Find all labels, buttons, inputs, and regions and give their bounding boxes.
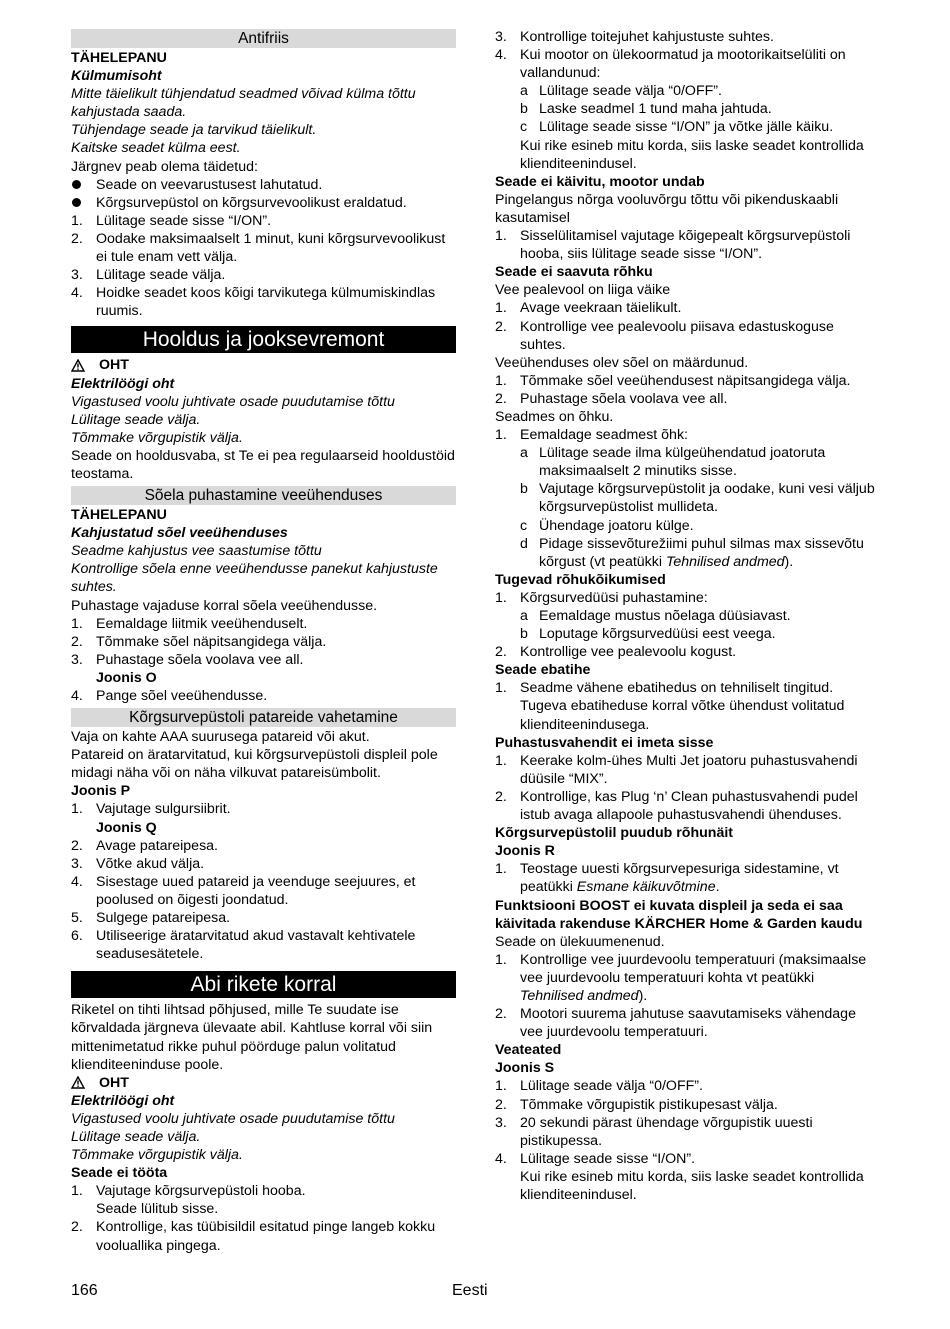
footer-language: Eesti <box>452 1282 488 1299</box>
list-item: 2. Kontrollige, kas Plug ‘n’ Clean puhastusvahendi pudel istub avaga allapoole puhastusvahendi ühenduses. <box>495 788 858 824</box>
list-item: 2. Tõmmake võrgupistik pistikupesast välja. <box>495 1096 778 1113</box>
subheading: Kõrgsurvepüstolil puudub rõhunäit <box>495 825 734 842</box>
instruction: Kontrollige sõela enne veeühendusse panekut kahjustuste suhtes. <box>71 561 438 596</box>
list-item: 2. Tõmmake sõel näpitsangidega välja. <box>71 633 327 650</box>
list-item: 4. Pange sõel veeühendusse. <box>71 688 268 704</box>
risk-text: Seadme kahjustus vee saastumise tõttu <box>71 543 322 560</box>
instruction: Tühjendage seade ja tarvikud täielikult. <box>71 122 317 139</box>
instruction: Lülitage seade välja. <box>71 411 201 428</box>
sub-list-item: a Lülitage seade välja “0/OFF”. <box>520 83 722 100</box>
risk-text: Vigastused voolu juhtivate osade puudutamise tõttu <box>71 393 395 410</box>
subheading: Seade ei käivitu, mootor undab <box>495 173 705 190</box>
bullet-icon <box>72 180 81 189</box>
list-item: 2. Mootori suurema jahutuse saavutamiseks vähendage vee juurdevoolu temperatuuri. <box>495 1006 856 1041</box>
risk-title: Kahjustatud sõel veeühenduses <box>71 525 288 542</box>
list-item: 3. Kontrollige toitejuhet kahjustuste suhtes. <box>495 29 774 45</box>
section-title-antifriis: Antifriis <box>71 29 456 48</box>
left-column <box>71 28 456 1255</box>
instruction: Kaitske seadet külma eest. <box>71 140 241 157</box>
list-item: 4. Lülitage seade sisse “I/ON”. <box>495 1150 696 1167</box>
list-item: 1. Tõmmake sõel veeühendusest näpitsangidega välja. <box>495 372 851 389</box>
list-item: 6. Utiliseerige äratarvitatud akud vastavalt kehtivatele seadusesätetele. <box>71 928 416 963</box>
list-item: 4. Sisestage uued patareid ja veenduge seejuures, et poolused on õigesti joondatud. <box>71 873 416 908</box>
paragraph: Seade on ülekuumenenud. <box>495 933 665 950</box>
section-title-abi: Abi rikete korral <box>71 971 456 998</box>
figure-reference: Joonis R <box>495 843 555 860</box>
figure-reference: Joonis P <box>71 783 131 800</box>
subheading: Puhastusvahendit ei imeta sisse <box>495 734 714 751</box>
warning-header: OHT <box>71 1074 456 1092</box>
list-item: 3. Lülitage seade välja. <box>71 267 226 284</box>
subheading: Seade ei tööta <box>71 1165 168 1182</box>
sub-list-item: b Vajutage kõrgsurvepüstolit ja oodake, kuni vesi väljub kõrgsurvepüstolist mullideta. <box>520 481 875 516</box>
list-item: 1. Seadme vähene ebatihedus on tehniliselt tingitud. Tugeva ebatiheduse korral võtke ühendust volitatud klienditeenindusega. <box>495 680 845 733</box>
sub-list-item: b Loputage kõrgsurvedüüsi eest veega. <box>520 626 776 643</box>
sub-list-item: b Laske seadmel 1 tund maha jahtuda. <box>520 101 772 118</box>
sub-list-item: c Ühendage joatoru külge. <box>520 517 694 534</box>
section-title-soel: Sõela puhastamine veeühenduses <box>71 486 456 505</box>
figure-reference: Joonis S <box>495 1060 555 1077</box>
list-item: 5. Sulgege patareipesa. <box>71 910 231 927</box>
paragraph: Puhastage vajaduse korral sõela veeühendusse. <box>71 597 378 614</box>
sub-list-item: d Pidage sissevõturežiimi puhul silmas max sissevõtu kõrgust (vt peatükki Tehnilised andmed). <box>520 535 864 570</box>
section-title-hooldus: Hooldus ja jooksevremont <box>71 326 456 353</box>
list-item: 1. Keerake kolm-ühes Multi Jet joatoru puhastusvahendi düüsile “MIX”. <box>495 752 858 787</box>
risk-text: Vigastused voolu juhtivate osade puudutamise tõttu <box>71 1110 395 1127</box>
list-item: 4. Hoidke seadet koos kõigi tarvikutega külmumiskindlas ruumis. <box>71 285 436 320</box>
bullet-item: Kõrgsurvepüstol on kõrgsurvevoolikust eraldatud. <box>71 194 456 212</box>
list-item: 1. Lülitage seade sisse “I/ON”. <box>71 212 272 229</box>
notice-label: TÄHELEPANU <box>71 50 167 66</box>
chapter-reference: Esmane käikuvõtmine <box>576 879 716 896</box>
risk-title: Elektrilöögi oht <box>71 1092 175 1109</box>
step-note: Kui rike esineb mitu korda, siis laske seadet kontrollida klienditeenindusel. <box>520 137 864 172</box>
list-item: 1. Eemaldage seadmest õhk: <box>495 427 688 444</box>
list-item: 1. Avage veekraan täielikult. <box>495 300 682 317</box>
subheading: Veateated <box>495 1042 562 1059</box>
list-item: 1. Eemaldage liitmik veeühenduselt. <box>71 615 308 632</box>
paragraph: Seade on hooldusvaba, st Te ei pea regulaarseid hooldustöid teostama. <box>71 447 455 482</box>
list-item: 1. Teostage uuesti kõrgsurvepesuriga sidestamine, vt peatükki Esmane käikuvõtmine. <box>495 861 839 896</box>
paragraph: Pingelangus nõrga vooluvõrgu tõttu või pikenduskaabli kasutamisel <box>495 191 839 226</box>
warning-triangle-icon <box>71 1076 85 1089</box>
risk-title: Külmumisoht <box>71 68 162 85</box>
step-note: Seade lülitub sisse. <box>96 1201 219 1218</box>
list-item: 2. Oodake maksimaalselt 1 minut, kuni kõrgsurvevoolikust ei tule enam vett välja. <box>71 230 446 266</box>
paragraph: Järgnev peab olema täidetud: <box>71 158 258 175</box>
instruction: Tõmmake võrgupistik välja. <box>71 1147 243 1164</box>
bullet-item: Seade on veevarustusest lahutatud. <box>71 176 456 194</box>
paragraph: Veeühenduses olev sõel on määrdunud. <box>495 354 749 371</box>
list-item: 1. Kõrgsurvedüüsi puhastamine: <box>495 589 708 606</box>
list-item: 2. Puhastage sõela voolava vee all. <box>495 390 728 407</box>
list-item: 1. Vajutage sulgursiibrit. <box>71 801 231 818</box>
instruction: Tõmmake võrgupistik välja. <box>71 429 243 446</box>
list-item: 1. Sisselülitamisel vajutage kõigepealt kõrgsurvepüstoli hooba, siis lülitage seade sisse “I/ON”. <box>495 228 851 263</box>
section-title-patareid: Kõrgsurvepüstoli patareide vahetamine <box>71 708 456 727</box>
list-item: 1. Kontrollige vee juurdevoolu temperatuuri (maksimaalse vee juurdevoolu temperatuuri kohta vt peatükki Tehnilised andmed). <box>495 951 867 1004</box>
chapter-reference: Tehnilised andmed <box>520 987 639 1004</box>
list-item: 3. Võtke akud välja. <box>71 855 205 872</box>
risk-text: Mitte täielikult tühjendatud seadmed võivad külma tõttu kahjustada saada. <box>71 86 416 121</box>
sub-list-item: a Lülitage seade ilma külgeühendatud joatoruta maksimaalselt 2 minutiks sisse. <box>520 445 826 480</box>
warning-triangle-icon <box>71 359 85 372</box>
paragraph: Patareid on äratarvitatud, kui kõrgsurvepüstoli displeil pole midagi näha või on näha vilkuvat patareisümbolit. <box>71 747 438 782</box>
sub-list-item: a Eemaldage mustus nõelaga düüsiavast. <box>520 608 791 624</box>
step-note: Kui rike esineb mitu korda, siis laske seadet kontrollida klienditeenindusel. <box>520 1168 864 1203</box>
list-item: 1. Lülitage seade välja “0/OFF”. <box>495 1078 703 1095</box>
warning-header: OHT <box>71 356 456 374</box>
paragraph: Vaja on kahte AAA suurusega patareid või akut. <box>71 729 370 746</box>
paragraph: Riketel on tihti lihtsad põhjused, mille Te suudate ise kõrvaldada järgneva ülevaate abil. Kahtluse korral või siin mittenimetatud rikke puhul pöörduge palun volitatud klienditeeninduse poole. <box>71 1002 433 1073</box>
paragraph: Vee pealevool on liiga väike <box>495 282 671 299</box>
list-item: 2. Avage patareipesa. <box>71 837 218 854</box>
subheading: Seade ei saavuta rõhku <box>495 264 653 281</box>
bullet-icon <box>72 198 81 207</box>
sub-list-item: c Lülitage seade sisse “I/ON” ja võtke jälle käiku. <box>520 119 834 136</box>
chapter-reference: Tehnilised andmed <box>665 553 785 570</box>
instruction: Lülitage seade välja. <box>71 1128 201 1145</box>
risk-title: Elektrilöögi oht <box>71 375 175 392</box>
subheading: Funktsiooni BOOST ei kuvata displeil ja seda ei saa käivitada rakenduse KÄRCHER Home & Garden kaudu <box>495 897 863 932</box>
list-item: 4. Kui mootor on ülekoormatud ja mootorikaitselüliti on vallandunud: <box>495 47 846 82</box>
list-item: 2. Kontrollige vee pealevoolu kogust. <box>495 644 737 661</box>
list-item: 1. Vajutage kõrgsurvepüstoli hooba. <box>71 1183 306 1200</box>
right-column <box>495 28 880 1204</box>
subheading: Seade ebatihe <box>495 662 591 679</box>
page-number: 166 <box>71 1282 98 1299</box>
list-item: 3. 20 sekundi pärast ühendage võrgupistik uuesti pistikupessa. <box>495 1114 813 1149</box>
figure-reference: Joonis Q <box>96 819 157 836</box>
figure-reference: Joonis O <box>96 669 157 686</box>
paragraph: Seadmes on õhku. <box>495 408 614 425</box>
list-item: 2. Kontrollige vee pealevoolu piisava edastuskoguse suhtes. <box>495 318 834 353</box>
list-item: 2. Kontrollige, kas tüübisildil esitatud pinge langeb kokku vooluallika pingega. <box>71 1219 436 1254</box>
subheading: Tugevad rõhukõikumised <box>495 571 666 588</box>
list-item: 3. Puhastage sõela voolava vee all. <box>71 651 304 668</box>
notice-label: TÄHELEPANU <box>71 507 167 524</box>
